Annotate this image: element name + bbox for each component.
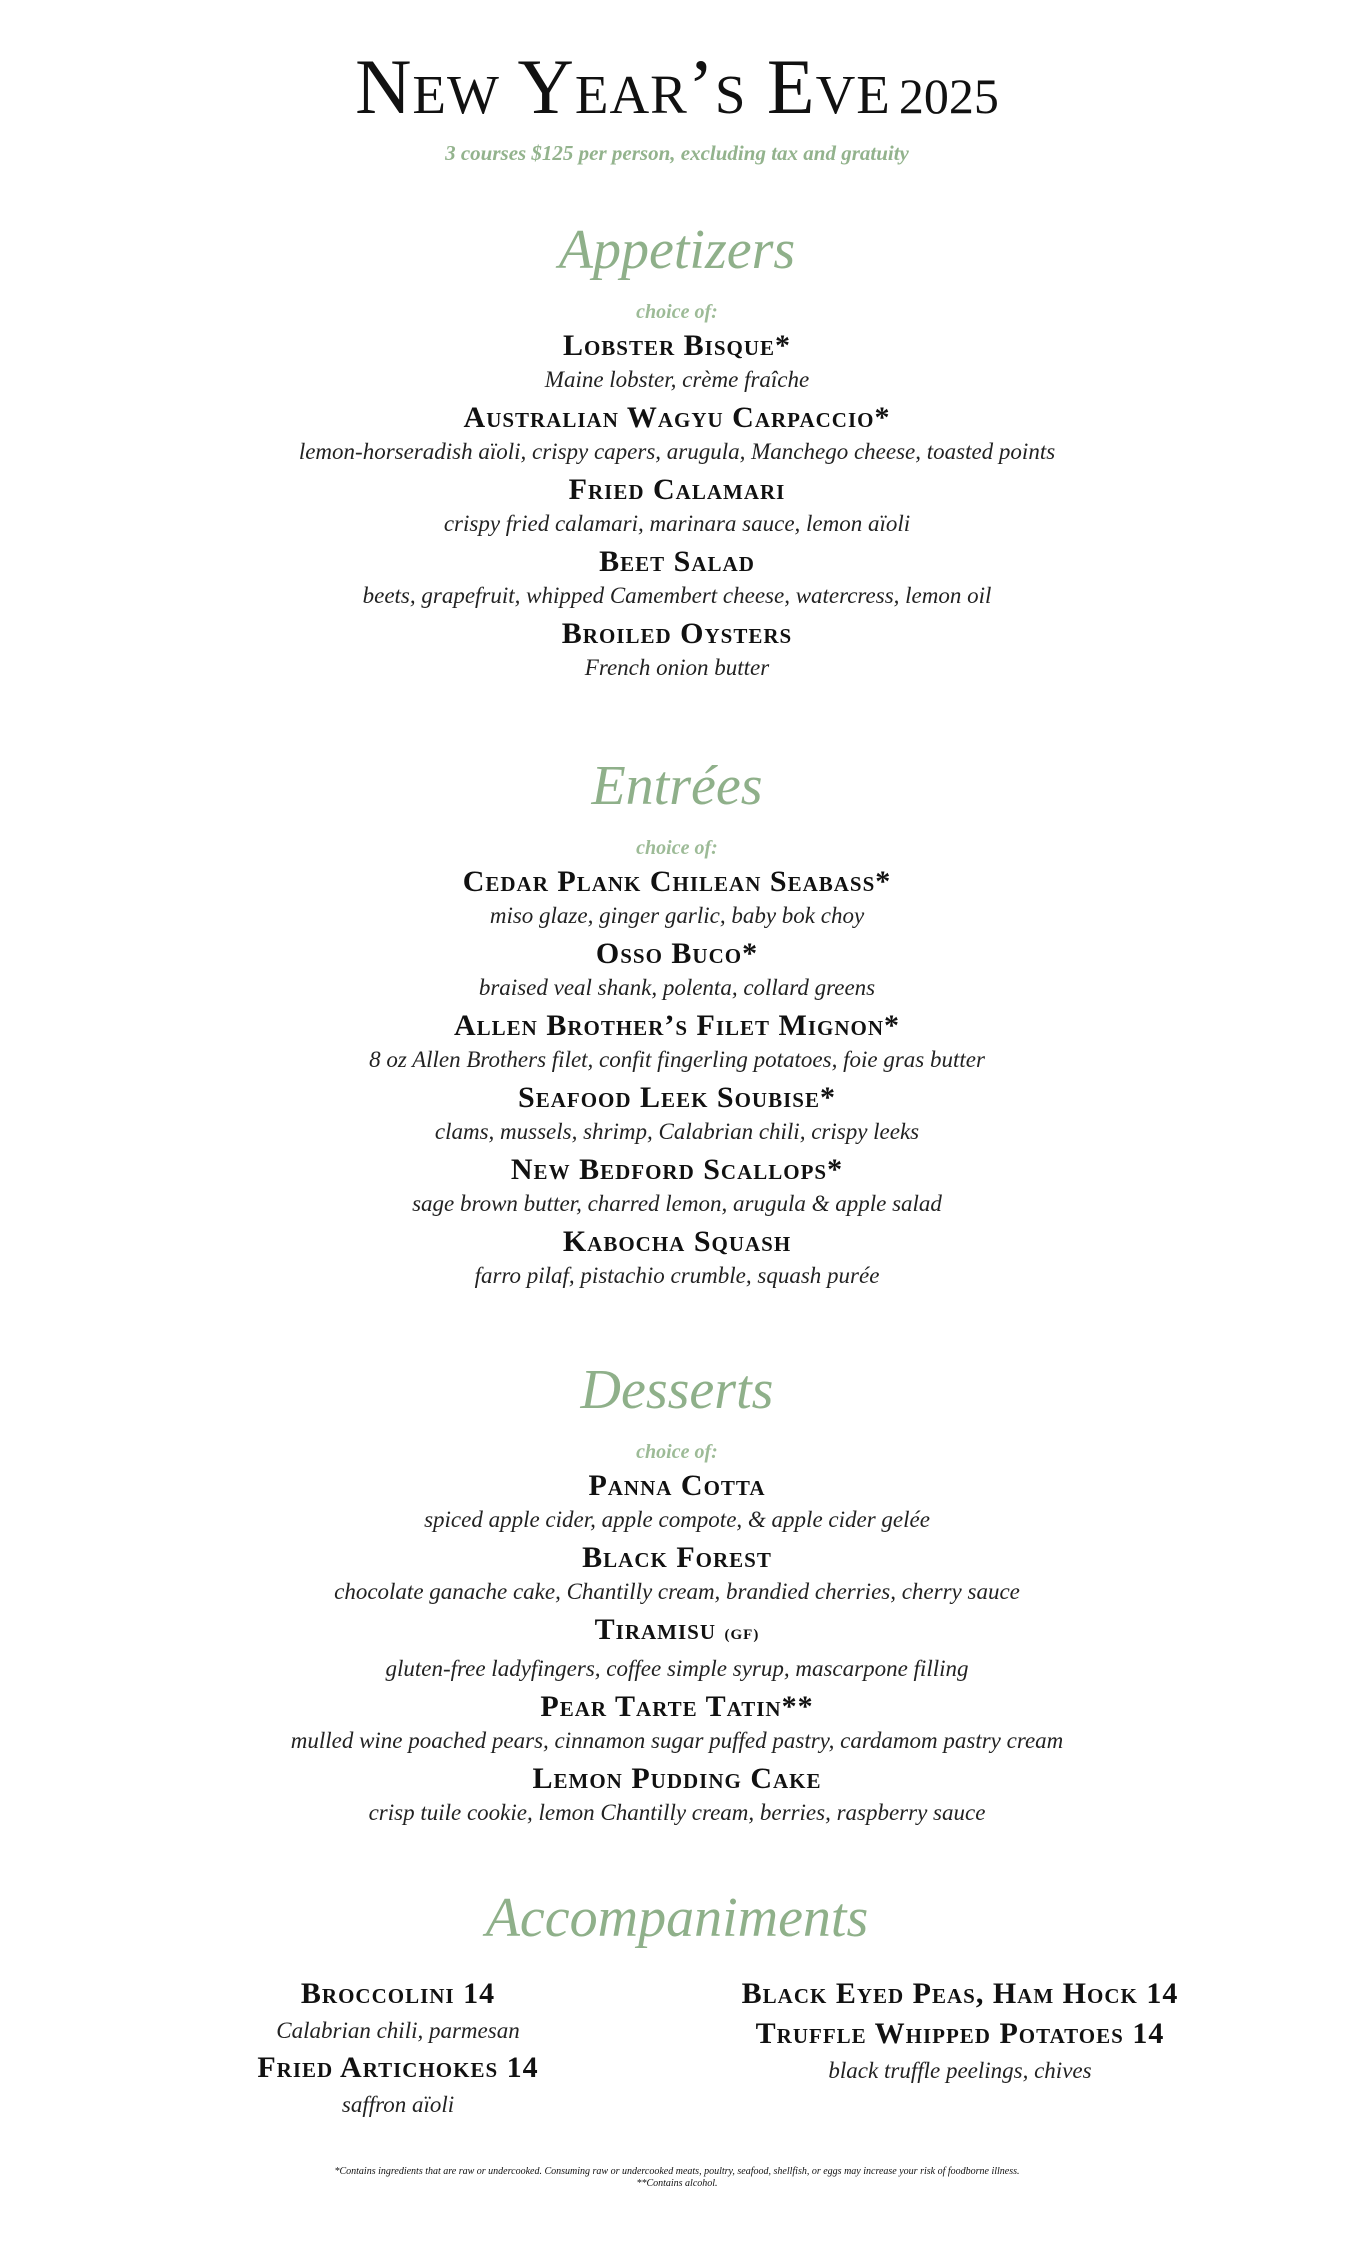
menu-item-name: Lobster Bisque* [562,329,792,362]
menu-item-desc: farro pilaf, pistachio crumble, squash purée [474,1263,880,1288]
menu-item-name: Cedar Plank Chilean Seabass* [462,865,892,898]
side-item-desc: black truffle peelings, chives [828,2058,1092,2083]
menu-item-desc: sage brown butter, charred lemon, arugula & apple salad [412,1191,942,1216]
title-year: 2025 [898,68,999,124]
side-item-name: Black Eyed Peas, Ham Hock 14 [741,1977,1179,2010]
menu-item-name: Panna Cotta [588,1469,766,1502]
raw-food-warning: *Contains ingredients that are raw or undercooked. Consuming raw or undercooked meats, poultry, seafood, shellfish, or eggs may increase your risk of foodborne illness. [334,2166,1020,2177]
tiramisu-name: Tiramisu [594,1613,717,1646]
desserts-choice: choice of: [636,1441,718,1463]
accompaniments-right-column [700,1974,1220,2088]
desserts-section [0,1359,1354,1829]
entrees-heading: Entrées [591,755,763,817]
menu-item-name [0,1612,1354,1653]
menu-item-desc: miso glaze, ginger garlic, baby bok choy [489,903,865,928]
menu-item-desc: crispy fried calamari, marinara sauce, lemon aïoli [443,511,911,536]
menu-item-desc: chocolate ganache cake, Chantilly cream, brandied cherries, cherry sauce [334,1579,1020,1604]
entrees-section [0,755,1354,1292]
menu-item-name: Allen Brother’s Filet Mignon* [453,1009,901,1042]
allergy-footnote [0,2166,1354,2190]
menu-item-name: Seafood Leek Soubise* [518,1081,836,1114]
accompaniments-section [0,1887,1354,1949]
appetizers-section [0,219,1354,684]
menu-item-name: Fried Calamari [568,473,786,506]
menu-item-desc: French onion butter [584,655,770,680]
menu-item-desc: clams, mussels, shrimp, Calabrian chili, crispy leeks [434,1119,920,1144]
side-item-name: Broccolini 14 [300,1977,496,2010]
menu-item-name: Osso Buco* [595,937,759,970]
entrees-choice: choice of: [636,837,718,859]
title-text: New Year’s Eve [355,43,891,130]
menu-item-desc: beets, grapefruit, whipped Camembert cheese, watercress, lemon oil [362,583,992,608]
menu-item-desc: Maine lobster, crème fraîche [544,367,810,392]
menu-item-name: Broiled Oysters [561,617,793,650]
side-item-desc: saffron aïoli [341,2092,455,2117]
gluten-free-tag: (GF) [724,1627,760,1643]
side-item-desc: Calabrian chili, parmesan [276,2018,520,2043]
menu-title [0,42,1354,132]
alcohol-note: **Contains alcohol. [636,2178,718,2189]
menu-item-name: Australian Wagyu Carpaccio* [463,401,891,434]
menu-item-desc: gluten-free ladyfingers, coffee simple syrup, mascarpone filling [385,1656,969,1681]
accompaniments-left-column [198,1974,598,2122]
menu-item-name: Lemon Pudding Cake [532,1762,822,1795]
appetizers-choice: choice of: [636,301,718,323]
desserts-heading: Desserts [580,1359,774,1421]
appetizers-heading: Appetizers [558,219,796,281]
side-item-name: Fried Artichokes 14 [257,2051,539,2084]
menu-item-name: Black Forest [582,1541,772,1574]
price-subtitle: 3 courses $125 per person, excluding tax and gratuity [445,141,909,165]
menu-item-name: Pear Tarte Tatin** [540,1690,814,1723]
menu-item-desc: spiced apple cider, apple compote, & apple cider gelée [424,1507,930,1532]
menu-item-desc: braised veal shank, polenta, collard greens [478,975,876,1000]
menu-item-name: Beet Salad [599,545,755,578]
menu-item-desc: crisp tuile cookie, lemon Chantilly cream, berries, raspberry sauce [368,1800,986,1825]
menu-item-desc: lemon-horseradish aïoli, crispy capers, arugula, Manchego cheese, toasted points [298,439,1056,464]
menu-item-desc: mulled wine poached pears, cinnamon sugar puffed pastry, cardamom pastry cream [290,1728,1064,1753]
accompaniments-heading: Accompaniments [485,1887,869,1949]
menu-item-name: Kabocha Squash [562,1225,792,1258]
menu-item-name: New Bedford Scallops* [510,1153,844,1186]
menu-item-desc: 8 oz Allen Brothers filet, confit fingerling potatoes, foie gras butter [369,1047,985,1072]
side-item-name: Truffle Whipped Potatoes 14 [755,2017,1165,2050]
